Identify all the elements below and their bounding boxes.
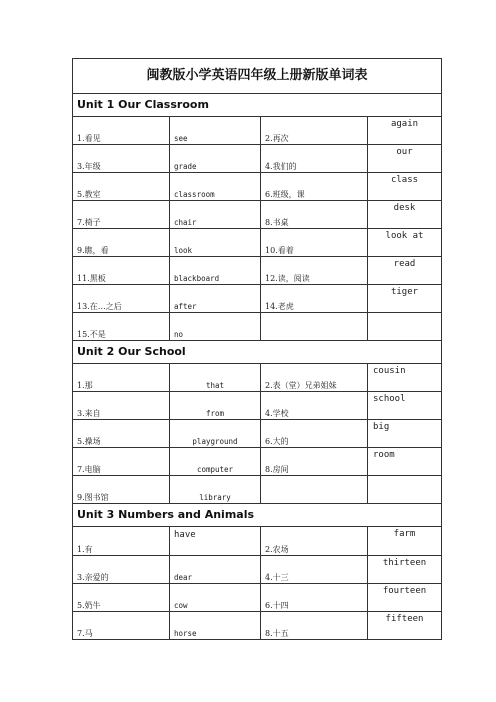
english-word: cow <box>170 584 261 612</box>
table-row <box>73 584 442 612</box>
english-word: blackboard <box>170 257 261 285</box>
english-word: our <box>368 145 442 173</box>
english-word: again <box>368 117 442 145</box>
table-row <box>73 285 442 313</box>
chinese-word: 12.读，阅读 <box>261 257 368 285</box>
chinese-word: 6.十四 <box>261 584 368 612</box>
chinese-word: 13.在…之后 <box>73 285 170 313</box>
table-row <box>73 173 442 201</box>
table-row <box>73 448 442 476</box>
chinese-word: 1.那 <box>73 364 170 392</box>
english-word <box>368 476 442 504</box>
chinese-word: 9.图书馆 <box>73 476 170 504</box>
chinese-word: 7.电脑 <box>73 448 170 476</box>
chinese-word: 7.马 <box>73 612 170 640</box>
english-word: fifteen <box>368 612 442 640</box>
english-word: cousin <box>368 364 442 392</box>
chinese-word: 2.再次 <box>261 117 368 145</box>
table-row <box>73 612 442 640</box>
chinese-word: 4.我们的 <box>261 145 368 173</box>
chinese-word: 3.年级 <box>73 145 170 173</box>
chinese-word: 3.来自 <box>73 392 170 420</box>
english-word: thirteen <box>368 556 442 584</box>
chinese-word: 15.不是 <box>73 313 170 341</box>
chinese-word: 11.黑板 <box>73 257 170 285</box>
english-word: farm <box>368 527 442 556</box>
vocabulary-table <box>72 58 442 640</box>
english-word: tiger <box>368 285 442 313</box>
english-word: have <box>170 527 261 556</box>
english-word: room <box>368 448 442 476</box>
table-row <box>73 392 442 420</box>
english-word: school <box>368 392 442 420</box>
english-word: class <box>368 173 442 201</box>
english-word: chair <box>170 201 261 229</box>
english-word: classroom <box>170 173 261 201</box>
unit-heading: Unit 3 Numbers and Animals <box>73 504 442 527</box>
table-row <box>73 313 442 341</box>
table-row <box>73 229 442 257</box>
english-word: read <box>368 257 442 285</box>
chinese-word: 8.书桌 <box>261 201 368 229</box>
english-word: look <box>170 229 261 257</box>
table-row <box>73 420 442 448</box>
english-word: big <box>368 420 442 448</box>
chinese-word: 5.操场 <box>73 420 170 448</box>
english-word: that <box>170 364 261 392</box>
chinese-word: 4.十三 <box>261 556 368 584</box>
english-word: fourteen <box>368 584 442 612</box>
chinese-word: 7.椅子 <box>73 201 170 229</box>
chinese-word: 2.农场 <box>261 527 368 556</box>
chinese-word: 4.学校 <box>261 392 368 420</box>
unit-heading: Unit 2 Our School <box>73 341 442 364</box>
english-word: dear <box>170 556 261 584</box>
english-word: horse <box>170 612 261 640</box>
table-row <box>73 117 442 145</box>
table-row <box>73 145 442 173</box>
table-row <box>73 257 442 285</box>
english-word: playground <box>170 420 261 448</box>
chinese-word: 9.瞧，看 <box>73 229 170 257</box>
english-word: after <box>170 285 261 313</box>
chinese-word: 5.奶牛 <box>73 584 170 612</box>
english-word: grade <box>170 145 261 173</box>
chinese-word: 3.亲爱的 <box>73 556 170 584</box>
document-title: 闽教版小学英语四年级上册新版单词表 <box>73 59 442 94</box>
english-word: no <box>170 313 261 341</box>
table-row <box>73 201 442 229</box>
chinese-word: 10.看着 <box>261 229 368 257</box>
table-row <box>73 556 442 584</box>
chinese-word <box>261 476 368 504</box>
table-row <box>73 527 442 556</box>
unit-heading: Unit 1 Our Classroom <box>73 94 442 117</box>
chinese-word: 1.看见 <box>73 117 170 145</box>
english-word: desk <box>368 201 442 229</box>
english-word: computer <box>170 448 261 476</box>
chinese-word: 2.表（堂）兄弟姐妹 <box>261 364 368 392</box>
english-word: see <box>170 117 261 145</box>
chinese-word: 14.老虎 <box>261 285 368 313</box>
english-word: library <box>170 476 261 504</box>
chinese-word: 6.班级，课 <box>261 173 368 201</box>
chinese-word: 6.大的 <box>261 420 368 448</box>
table-row <box>73 476 442 504</box>
chinese-word: 1.有 <box>73 527 170 556</box>
chinese-word <box>261 313 368 341</box>
chinese-word: 8.十五 <box>261 612 368 640</box>
english-word: look at <box>368 229 442 257</box>
table-row <box>73 364 442 392</box>
english-word: from <box>170 392 261 420</box>
chinese-word: 8.房间 <box>261 448 368 476</box>
chinese-word: 5.教室 <box>73 173 170 201</box>
english-word <box>368 313 442 341</box>
